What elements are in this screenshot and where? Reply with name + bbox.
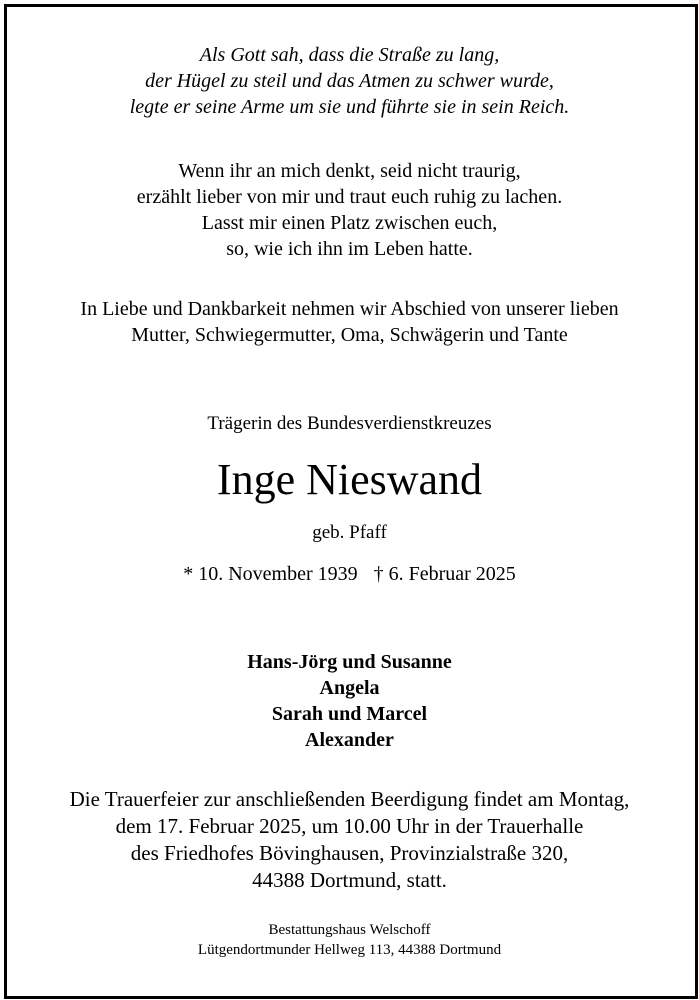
quote-line: Als Gott sah, dass die Straße zu lang, <box>199 44 500 66</box>
funeral-block <box>0 786 699 894</box>
verse-line: erzählt lieber von mir und traut euch ruhig zu lachen. <box>136 186 563 208</box>
death-date: † 6. Februar 2025 <box>373 563 516 585</box>
family-line: Hans-Jörg und Susanne <box>247 651 452 673</box>
funeral-line: dem 17. Februar 2025, um 10.00 Uhr in der Trauerhalle <box>115 814 584 838</box>
farewell-line: Mutter, Schwiegermutter, Oma, Schwägerin und Tante <box>131 324 568 346</box>
undertaker-block <box>0 920 699 960</box>
funeral-line: 44388 Dortmund, statt. <box>252 868 447 892</box>
farewell-line: In Liebe und Dankbarkeit nehmen wir Abschied von unserer lieben <box>80 298 619 320</box>
family-block <box>0 649 699 753</box>
verse-line: Wenn ihr an mich denkt, seid nicht traurig, <box>178 160 521 182</box>
family-line: Sarah und Marcel <box>271 703 428 725</box>
quote-block <box>0 42 699 120</box>
verse-line: Lasst mir einen Platz zwischen euch, <box>201 212 498 234</box>
undertaker-name: Bestattungshaus Welschoff <box>268 922 431 938</box>
funeral-line: Die Trauerfeier zur anschließenden Beerdigung findet am Montag, <box>69 787 630 811</box>
family-line: Alexander <box>305 729 394 751</box>
quote-line: legte er seine Arme um sie und führte sie in sein Reich. <box>129 96 570 118</box>
quote-line: der Hügel zu steil und das Atmen zu schwer wurde, <box>145 70 554 92</box>
maiden-name: geb. Pfaff <box>312 522 387 543</box>
verse-block <box>0 158 699 262</box>
life-dates <box>0 561 699 587</box>
deceased-name: Inge Nieswand <box>216 455 483 504</box>
birth-date: * 10. November 1939 <box>183 563 358 585</box>
funeral-line: des Friedhofes Bövinghausen, Provinzialstraße 320, <box>130 841 569 865</box>
verse-line: so, wie ich ihn im Leben hatte. <box>226 238 473 260</box>
honor-title: Trägerin des Bundesverdienstkreuzes <box>207 413 492 434</box>
farewell-block <box>0 296 699 348</box>
undertaker-address: Lütgendortmunder Hellweg 113, 44388 Dortmund <box>197 942 502 958</box>
family-line: Angela <box>319 677 380 699</box>
